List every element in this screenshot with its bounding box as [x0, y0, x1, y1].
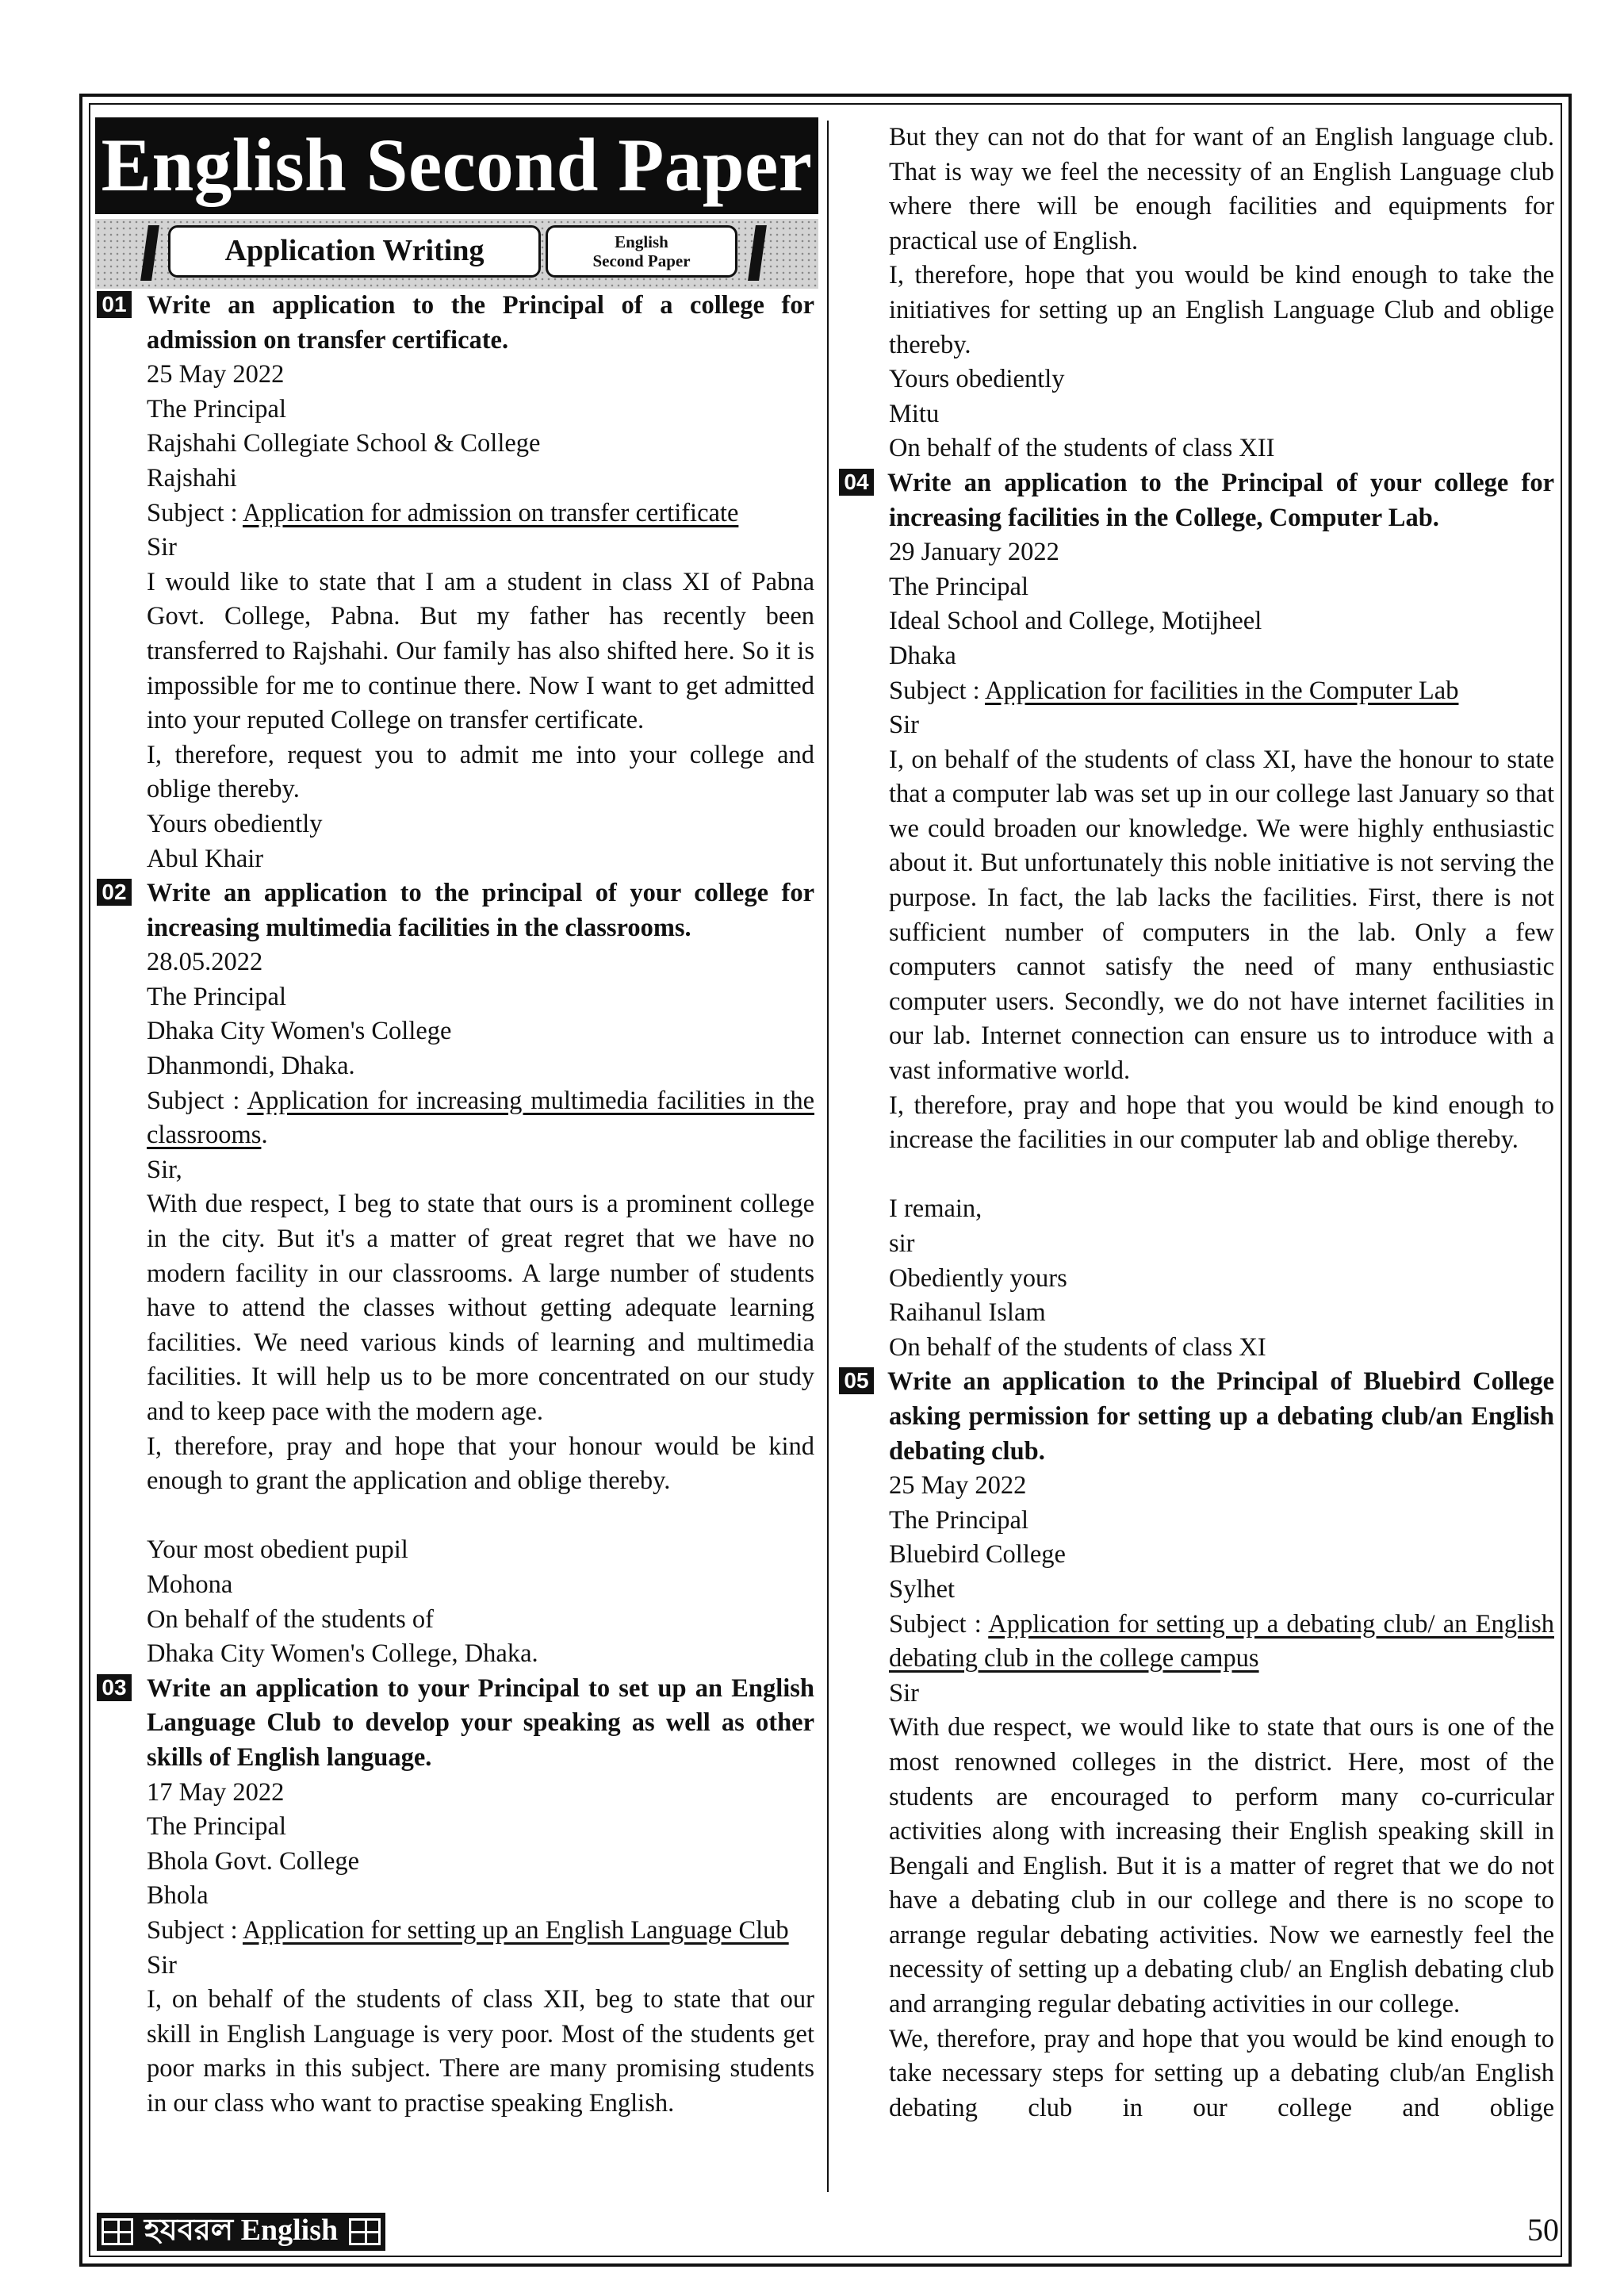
letter-recipient: The Principal — [889, 572, 1028, 601]
column-divider — [827, 121, 829, 2192]
letter-body: With due respect, we would like to state that ours is one of the most renowned colleges in the district. Here, most of the students are encouraged to perform many co-curricular activities along with increasing their English speaking skill in Bengali and English. But it is a matter of regret that we do not have a debating club in our college and there is no scope to arrange regular debating activities. Now we earnestly feel the necessity of setting up a debating club/ an English debating club and arranging regular debating activities in our college. — [889, 1713, 1554, 2019]
letter-place: Dhanmondi, Dhaka. — [147, 1052, 355, 1081]
question-text: Write an application to your Principal to set up an English Language Club to develop your speaking as well as other skills of English language. — [147, 1673, 814, 1772]
letter-sign-line: Dhaka City Women's College, Dhaka. — [147, 1639, 538, 1669]
letter-subject: Subject : Application for setting up an English Language Club — [147, 1915, 789, 1945]
question-01 — [97, 289, 814, 358]
question-02 — [97, 876, 814, 945]
page-title: English Second Paper — [95, 117, 818, 214]
letter-body: I, therefore, pray and hope that you would be kind enough to increase the facilities in our computer lab and oblige thereby. — [889, 1091, 1554, 1155]
letter-recipient: The Principal — [147, 394, 286, 424]
letter-salutation: Sir — [147, 1950, 177, 1980]
letter-date: 17 May 2022 — [147, 1777, 285, 1807]
question-text: Write an application to the Principal of your college for increasing facilities in the College, Computer Lab. — [887, 468, 1554, 532]
letter-recipient: The Principal — [147, 982, 286, 1011]
letter-institution: Bluebird College — [889, 1540, 1066, 1570]
letter-closing: sir — [889, 1229, 915, 1258]
letter-subject: Subject : Application for setting up a debating club/ an English debating club in the college campus — [889, 1609, 1554, 1673]
letter-salutation: Sir — [889, 711, 919, 740]
question-text: Write an application to the Principal of a college for admission on transfer certificate. — [147, 291, 814, 355]
section-banner — [95, 219, 818, 289]
banner-bar-right — [748, 225, 767, 281]
banner-bar-left — [140, 225, 159, 281]
page-number: 50 — [1527, 2212, 1559, 2248]
letter-closing: Your most obedient pupil — [147, 1535, 408, 1565]
letter-salutation: Sir, — [147, 1155, 182, 1184]
letter-date: 29 January 2022 — [889, 538, 1059, 567]
book-icon — [102, 2218, 133, 2245]
letter-institution: Bhola Govt. College — [147, 1846, 360, 1876]
letter-recipient: The Principal — [147, 1812, 286, 1842]
letter-signature: Raihanul Islam — [889, 1298, 1046, 1328]
book-icon — [349, 2218, 381, 2245]
question-number: 01 — [97, 291, 132, 318]
brand-logo — [97, 2213, 385, 2251]
left-column — [97, 117, 814, 2121]
letter-institution: Dhaka City Women's College — [147, 1017, 452, 1046]
letter-date: 25 May 2022 — [889, 1471, 1027, 1501]
brand-text: হযবরল English — [144, 2214, 339, 2247]
question-number: 05 — [839, 1367, 874, 1394]
letter-closing: I remain, — [889, 1194, 982, 1224]
letter-salutation: Sir — [147, 533, 177, 562]
letter-place: Bhola — [147, 1881, 209, 1911]
letter-body: I, on behalf of the students of class XI, have the honour to state that a computer lab was set up in our college last January so that we could broaden our knowledge. We were highly enthusiastic about it. But unfortunately this noble initiative is not serving the purpose. In fact, the lab lacks the facilities. First, there is not sufficient number of computers in the lab. Only a few computers cannot satisfy the need of many enthusiastic computer users. Secondly, we do not have internet facilities in our lab. Internet connection can ensure us to introduce with a vast informative world. — [889, 745, 1554, 1086]
letter-date: 25 May 2022 — [147, 360, 285, 389]
letter-sign-line: On behalf of the students of class XII — [889, 434, 1275, 463]
letter-body: I would like to state that I am a student in class XI of Pabna Govt. College, Pabna. But my father has recently been transferred to Rajshahi. Our family has also shifted here. So it is impossible for me to continue there. Now I want to get admitted into your reputed College on transfer certificate. — [147, 567, 814, 735]
letter-body: I, therefore, pray and hope that your honour would be kind enough to grant the application and oblige thereby. — [147, 1432, 814, 1496]
letter-place: Dhaka — [889, 641, 956, 670]
letter-salutation: Sir — [889, 1678, 919, 1708]
letter-signature: Mitu — [889, 399, 940, 428]
subject-tag — [546, 225, 737, 278]
letter-closing: Yours obediently — [147, 809, 323, 838]
letter-body: I, therefore, hope that you would be kind enough to take the initiatives for setting up an English Language Club and oblige thereby. — [889, 261, 1554, 359]
letter-institution: Ideal School and College, Motijheel — [889, 607, 1262, 636]
letter-subject: Subject : Application for admission on transfer certificate — [147, 498, 739, 527]
letter-place: Sylhet — [889, 1574, 956, 1604]
question-05 — [839, 1365, 1554, 1469]
letter-subject: Subject : Application for increasing multimedia facilities in the classrooms. — [147, 1086, 814, 1150]
letter-place: Rajshahi — [147, 463, 237, 493]
question-04 — [839, 466, 1554, 535]
letter-institution: Rajshahi Collegiate School & College — [147, 429, 541, 458]
letter-sign-line: On behalf of the students of — [147, 1604, 434, 1634]
letter-closing: Yours obediently — [889, 365, 1065, 394]
letter-body: We, therefore, pray and hope that you would be kind enough to take necessary steps for setting up a debating club/an English debating club in our college and oblige — [889, 2024, 1554, 2122]
question-03 — [97, 1672, 814, 1776]
letter-body-part2: But they can not do that for want of an English language club. That is way we feel the necessity of an English Language club where there will be enough facilities and equipments for practical use of English. — [889, 123, 1554, 255]
section-title: Application Writing — [168, 225, 541, 278]
right-column — [839, 121, 1554, 2125]
question-number: 03 — [97, 1674, 132, 1701]
question-text: Write an application to the principal of your college for increasing multimedia facilities in the classrooms. — [147, 879, 814, 942]
letter-date: 28.05.2022 — [147, 948, 263, 977]
letter-closing: Obediently yours — [889, 1263, 1067, 1293]
letter-sign-line: On behalf of the students of class XI — [889, 1332, 1266, 1362]
subject-tag-line1: English — [615, 232, 668, 251]
letter-subject: Subject : Application for facilities in the Computer Lab — [889, 676, 1459, 705]
letter-recipient: The Principal — [889, 1505, 1028, 1535]
letter-signature: Abul Khair — [147, 844, 264, 873]
letter-body-part1: I, on behalf of the students of class XII, beg to state that our skill in English Language is very poor. Most of the students get poor marks in this subject. There are many promising students in our class who want to practise speaking English. — [147, 1985, 814, 2118]
letter-body: I, therefore, request you to admit me into your college and oblige thereby. — [147, 740, 814, 804]
letter-body: With due respect, I beg to state that ours is a prominent college in the city. But it's a matter of great regret that we have no modern facility in our classrooms. A large number of students have to attend the classes without getting adequate learning facilities. We need various kinds of learning and multimedia facilities. It will help us to be more concentrated on our study and to keep pace with the modern age. — [147, 1190, 814, 1426]
question-text: Write an application to the Principal of Bluebird College asking permission for setting up a debating club/an English debating club. — [887, 1367, 1554, 1466]
subject-tag-line2: Second Paper — [592, 251, 691, 270]
question-number: 04 — [839, 469, 874, 496]
question-number: 02 — [97, 879, 132, 906]
letter-signature: Mohona — [147, 1570, 233, 1599]
